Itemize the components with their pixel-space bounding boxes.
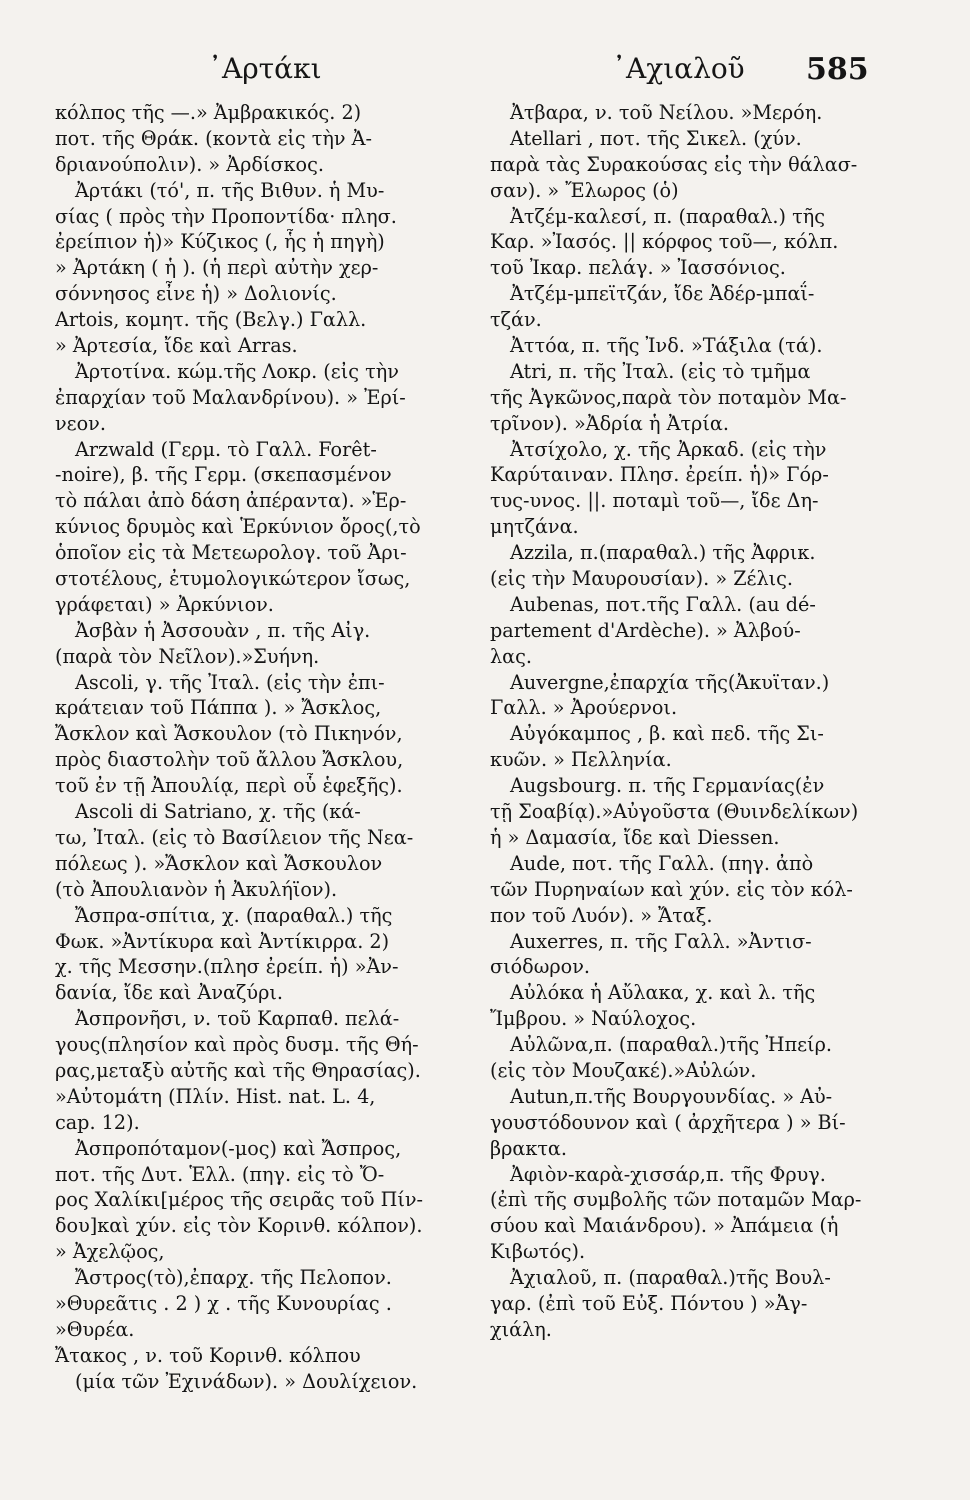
text-line: Κιβωτός). bbox=[490, 1240, 586, 1264]
text-line: σύου καὶ Μαιάνδρου). » Ἀπάμεια (ἡ bbox=[490, 1214, 839, 1238]
text-line: δριανούπολιν). » Ἀρδίσκος. bbox=[55, 152, 324, 176]
text-line: Ἀρτοτίνα. κώμ.τῆς Λοκρ. (εἰς τὴν bbox=[75, 359, 399, 383]
text-line: »Θυρεᾶτις . 2 ) χ . τῆς Κυνουρίας . bbox=[55, 1291, 392, 1315]
text-line: Ἀτζέμ-καλεσί, π. (παραθαλ.) τῆς bbox=[510, 204, 825, 228]
text-line: (μία τῶν Ἐχινάδων). » Δουλίχειον. bbox=[75, 1369, 418, 1393]
text-line: ποτ. τῆς Δυτ. Ἑλλ. (πηγ. εἰς τὸ Ὄ- bbox=[55, 1162, 385, 1186]
text-line: ρος Χαλίκι[μέρος τῆς σειρᾶς τοῦ Πίν- bbox=[55, 1188, 424, 1212]
text-line: σίας ( πρὸς τὴν Προποντίδα· πλησ. bbox=[55, 204, 397, 228]
text-line: Auxerres, π. τῆς Γαλλ. »Ἀντισ- bbox=[510, 929, 812, 953]
text-line: κόλπος τῆς —.» Ἀμβρακικός. 2) bbox=[55, 101, 362, 124]
text-line: Αὐλῶνα,π. (παραθαλ.)τῆς Ἠπείρ. bbox=[510, 1033, 832, 1057]
text-line: κράτειαν τοῦ Πάππα ). » Ἄσκλος, bbox=[55, 696, 382, 720]
text-line: Aude, ποτ. τῆς Γαλλ. (πηγ. ἀπὸ bbox=[510, 851, 814, 875]
text-line: Artois, κομητ. τῆς (Βελγ.) Γαλλ. bbox=[55, 308, 367, 332]
running-head-first-entry: ᾿Αρτάκι bbox=[208, 52, 322, 85]
text-line: (εἰς τὴν Μαυρουσίαν). » Ζέλις. bbox=[490, 567, 793, 591]
text-line: ἐπαρχίαν τοῦ Μαλανδρίνου). » Ἐρί- bbox=[55, 385, 406, 409]
text-line: Azzila, π.(παραθαλ.) τῆς Ἀφρικ. bbox=[510, 541, 816, 565]
text-line: κυῶν. » Πελληνία. bbox=[490, 748, 672, 772]
text-line: Αὐγόκαμπος , β. καὶ πεδ. τῆς Σι- bbox=[510, 722, 824, 746]
text-line: γουστόδουνον καὶ ( ἀρχῆτερα ) » Βί- bbox=[490, 1110, 846, 1134]
text-line: Καρ. »Ἰασός. || κόρφος τοῦ—, κόλπ. bbox=[490, 230, 839, 254]
left-column bbox=[55, 100, 460, 1395]
text-line: ρας,μεταξὺ αὐτῆς καὶ τῆς Θηρασίας). bbox=[55, 1058, 421, 1082]
text-line: τρῖνον). »Ἀδρία ἡ Ἀτρία. bbox=[490, 411, 729, 435]
text-line: χιάλη. bbox=[490, 1317, 552, 1341]
text-line: »Αὐτομάτη (Πλίν. Hist. nat. L. 4, bbox=[55, 1084, 376, 1108]
text-line: ἡ » Δαμασία, ἴδε καὶ Diessen. bbox=[490, 825, 780, 849]
text-line: Ἀσπρονῆσι, ν. τοῦ Καρπαθ. πελά- bbox=[75, 1007, 400, 1031]
text-line: τοῦ Ἰκαρ. πελάγ. » Ἰασσόνιος. bbox=[490, 256, 786, 280]
text-line: Ἄστρος(τὸ),ἐπαρχ. τῆς Πελοπον. bbox=[75, 1266, 392, 1290]
text-line: » Ἀρτάκη ( ἡ ). (ἡ περὶ αὐτὴν χερ- bbox=[55, 256, 379, 280]
text-line: πον τοῦ Λυόν). » Ἄταξ. bbox=[490, 903, 713, 927]
text-line: βρακτα. bbox=[490, 1136, 567, 1160]
text-line: Ἀτζέμ-μπεϊτζάν, ἴδε Ἀδέρ-μπαΐ- bbox=[510, 282, 815, 306]
text-line: »Θυρέα. bbox=[55, 1317, 135, 1341]
page-header bbox=[0, 52, 970, 98]
text-line: γράφεται) » Ἀρκύνιον. bbox=[55, 592, 274, 616]
text-line: Ascoli, γ. τῆς Ἰταλ. (εἰς τὴν ἐπι- bbox=[75, 670, 385, 694]
text-line: δανία, ἴδε καὶ Ἀναζύρι. bbox=[55, 981, 283, 1005]
text-line: τῇ Σοαβίᾳ).»Αὐγοῦστα (Θυινδελίκων) bbox=[490, 800, 859, 824]
text-line: μητζάνα. bbox=[490, 515, 579, 539]
text-line: Ἀτσίχολο, χ. τῆς Ἀρκαδ. (εἰς τὴν bbox=[510, 437, 827, 461]
text-line: γαρ. (ἐπὶ τοῦ Εὐξ. Πόντου ) »Ἀγ- bbox=[490, 1291, 808, 1315]
text-line: Atellari , ποτ. τῆς Σικελ. (χύν. bbox=[510, 126, 802, 150]
running-head-last-entry: ᾿Αχιαλοῦ bbox=[612, 52, 745, 85]
text-line: cap. 12). bbox=[55, 1110, 140, 1134]
text-line: νεον. bbox=[55, 411, 106, 435]
text-line: -noire), β. τῆς Γερμ. (σκεπασμένον bbox=[55, 463, 392, 487]
text-line: Καρύταιναν. Πλησ. ἐρείπ. ἡ)» Γόρ- bbox=[490, 463, 829, 487]
text-line: Ἀσβὰν ἡ Ἀσσουὰν , π. τῆς Αἰγ. bbox=[75, 618, 371, 642]
text-line: σιόδωρον. bbox=[490, 955, 590, 979]
text-line: Arzwald (Γερμ. τὸ Γαλλ. Forêt- bbox=[75, 437, 377, 461]
text-line: τοῦ ἐν τῇ Ἀπουλίᾳ, περὶ οὗ ἑφεξῆς). bbox=[55, 774, 403, 798]
text-line: Ἄτακος , ν. τοῦ Κορινθ. κόλπου bbox=[55, 1343, 361, 1367]
text-line: γους(πλησίον καὶ πρὸς δυσμ. τῆς Θή- bbox=[55, 1033, 419, 1057]
text-line: παρὰ τὰς Συρακούσας εἰς τὴν θάλασ- bbox=[490, 152, 858, 176]
text-line: τῶν Πυρηναίων καὶ χύν. εἰς τὸν κόλ- bbox=[490, 877, 853, 901]
text-line: στοτέλους, ἐτυμολογικώτερον ἴσως, bbox=[55, 567, 411, 591]
text-line: Ascoli di Satriano, χ. τῆς (κά- bbox=[75, 800, 361, 824]
text-line: Aubenas, ποτ.τῆς Γαλλ. (au dé- bbox=[510, 592, 816, 616]
text-line: λας. bbox=[490, 644, 532, 668]
text-line: » Ἀρτεσία, ἴδε καὶ Arras. bbox=[55, 334, 298, 358]
text-line: ἐρείπιον ἡ)» Κύζικος (, ἧς ἡ πηγὴ) bbox=[55, 230, 385, 254]
text-line: ποτ. τῆς Θράκ. (κοντὰ εἰς τὴν Ἀ- bbox=[55, 126, 372, 150]
page-number: 585 bbox=[806, 52, 869, 87]
text-line: (ἐπὶ τῆς συμβολῆς τῶν ποταμῶν Μαρ- bbox=[490, 1188, 862, 1212]
text-line: τὸ πάλαι ἀπὸ δάση ἀπέραντα). »Ἑρ- bbox=[55, 489, 407, 513]
text-line: Ἀσπροπόταμον(-μος) καὶ Ἄσπρος, bbox=[75, 1136, 402, 1160]
text-line: Ἀχιαλοῦ, π. (παραθαλ.)τῆς Βουλ- bbox=[510, 1266, 831, 1290]
text-line: partement d'Ardèche). » Ἀλβού- bbox=[490, 618, 801, 642]
text-line: κύνιος δρυμὸς καὶ Ἑρκύνιον ὄρος(,τὸ bbox=[55, 515, 421, 539]
text-line: τῆς Ἀγκῶνος,παρὰ τὸν ποταμὸν Μα- bbox=[490, 385, 847, 409]
text-line: Ἀτβαρα, ν. τοῦ Νείλου. »Μερόη. bbox=[510, 101, 823, 124]
text-line: Ἴμβρου. » Ναύλοχος. bbox=[490, 1007, 697, 1031]
text-line: τυς-υνος. ||. ποταμὶ τοῦ—, ἴδε Δη- bbox=[490, 489, 819, 513]
text-line: πρὸς διαστολὴν τοῦ ἄλλου Ἄσκλου, bbox=[55, 748, 404, 772]
text-line: Autun,π.τῆς Βουργουνδίας. » Αὐ- bbox=[510, 1084, 833, 1108]
text-line: Ἀττόα, π. τῆς Ἰνδ. »Τάξιλα (τά). bbox=[510, 334, 823, 358]
right-column bbox=[490, 100, 895, 1343]
text-line: σόννησος εἶνε ἡ) » Δολιονίς. bbox=[55, 282, 337, 306]
text-line: ὁποῖον εἰς τὰ Μετεωρολογ. τοῦ Ἀρι- bbox=[55, 541, 407, 565]
text-line: χ. τῆς Μεσσην.(πλησ ἐρείπ. ἡ) »Ἀν- bbox=[55, 955, 399, 979]
text-line: τω, Ἰταλ. (εἰς τὸ Βασίλειον τῆς Νεα- bbox=[55, 825, 414, 849]
text-line: σαν). » Ἔλωρος (ὁ) bbox=[490, 178, 679, 202]
text-line: Ἄσκλον καὶ Ἄσκουλον (τὸ Πικηνόν, bbox=[55, 722, 403, 746]
text-line: Φωκ. »Ἀντίκυρα καὶ Ἀντίκιρρα. 2) bbox=[55, 929, 390, 953]
text-line: Atri, π. τῆς Ἰταλ. (εἰς τὸ τμῆμα bbox=[510, 359, 811, 383]
text-line: Ἀφιὸν-καρὰ-χισσάρ,π. τῆς Φρυγ. bbox=[510, 1162, 826, 1186]
text-line: » Ἀχελῷος, bbox=[55, 1240, 165, 1264]
text-line: Γαλλ. » Ἀρούερνοι. bbox=[490, 696, 678, 720]
text-line: Ἀρτάκι (τό', π. τῆς Βιθυν. ἡ Μυ- bbox=[75, 178, 385, 202]
text-line: (τὸ Ἀπουλιανὸν ἡ Ἀκυλήϊον). bbox=[55, 877, 338, 901]
text-line: Αὐλόκα ἡ Αὔλακα, χ. καὶ λ. τῆς bbox=[510, 981, 816, 1005]
text-line: (εἰς τὸν Μουζακέ).»Αὐλών. bbox=[490, 1058, 757, 1082]
text-line: τζάν. bbox=[490, 308, 542, 332]
text-line: πόλεως ). »Ἄσκλον καὶ Ἄσκουλον bbox=[55, 851, 383, 875]
text-line: (παρὰ τὸν Νεῖλον).»Συήνη. bbox=[55, 644, 320, 668]
text-line: Ἄσπρα-σπίτια, χ. (παραθαλ.) τῆς bbox=[75, 903, 393, 927]
text-line: δου]καὶ χύν. εἰς τὸν Κορινθ. κόλπον). bbox=[55, 1214, 423, 1238]
text-line: Augsbourg. π. τῆς Γερμανίας(ἐν bbox=[510, 774, 825, 798]
text-line: Auvergne,ἐπαρχία τῆς(Ἀκυϊταν.) bbox=[510, 670, 830, 694]
